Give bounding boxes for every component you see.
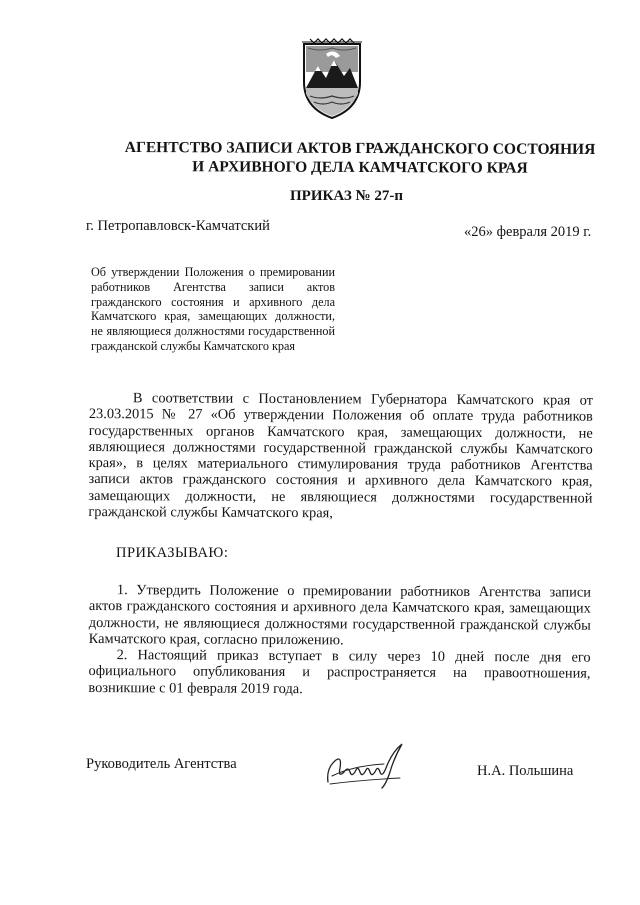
handwritten-signature-icon xyxy=(322,738,414,790)
command-word: ПРИКАЗЫВАЮ: xyxy=(116,545,229,561)
signer-role: Руководитель Агентства xyxy=(86,756,237,772)
order-title: ПРИКАЗ № 27-п xyxy=(290,188,403,204)
city: г. Петропавловск-Камчатский xyxy=(86,218,270,234)
preamble-paragraph: В соответствии с Постановлением Губернатора Камчатского края от 23.03.2015 № 27 «Об утверждении Положения об оплате труда работников государственных органов Камчатского края, замещающих должности, не являющиеся должностями государственной гражданской службы Камчатского края», в целях материального стимулирования труда работников Агентства записи актов гражданского состояния и архивного дела Камчатского края, замещающих должности, не являющиеся должностями государственной гражданской службы Камчатского края, xyxy=(88,390,593,522)
agency-name-line-2: И АРХИВНОГО ДЕЛА КАМЧАТСКОГО КРАЯ xyxy=(192,158,528,177)
order-item-2: 2. Настоящий приказ вступает в силу через 10 дней после дня его официального опубликования и распространяется на правоотношения, возникшие с 01 февраля 2019 года. xyxy=(88,647,591,697)
signer-name: Н.А. Польшина xyxy=(477,763,574,779)
order-date: «26» февраля 2019 г. xyxy=(464,224,592,240)
order-items xyxy=(88,582,591,699)
agency-name-line-1: АГЕНТСТВО ЗАПИСИ АКТОВ ГРАЖДАНСКОГО СОСТОЯНИЯ xyxy=(124,138,596,159)
agency-name xyxy=(80,138,640,178)
order-item-1: 1. Утвердить Положение о премировании работников Агентства записи актов гражданского состояния и архивного дела Камчатского края, замещающих должности, не являющиеся должностями государственной гражданской службы Камчатского края, согласно приложению. xyxy=(88,582,591,649)
order-subject: Об утверждении Положения о премировании работников Агентства записи актов гражданского состояния и архивного дела Камчатского края, замещающих должности, не являющиеся должностями государственной гражданской службы Камчатского края xyxy=(91,265,335,353)
coat-of-arms-icon xyxy=(300,38,364,120)
